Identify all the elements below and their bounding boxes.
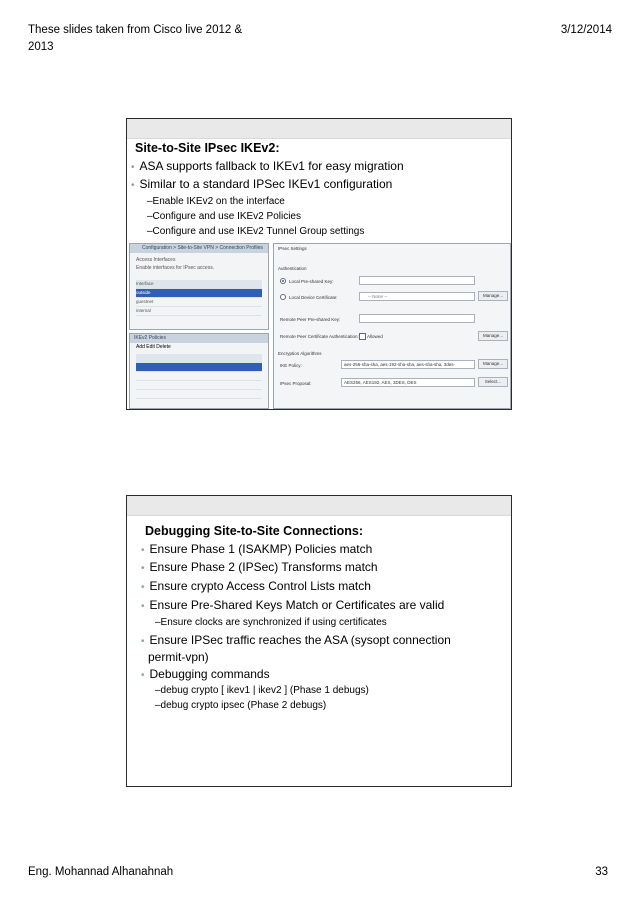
asdm-screenshot — [129, 243, 511, 409]
table-row[interactable]: internal — [136, 307, 262, 316]
bullet-item: • Similar to a standard IPSec IKEv1 configuration — [131, 177, 393, 191]
table-row[interactable] — [136, 390, 262, 399]
authentication-label: Authentication — [278, 266, 307, 271]
policy-toolbar[interactable]: Add Edit Delete — [136, 344, 171, 350]
ipsec-settings-window — [273, 243, 511, 409]
local-psk-input[interactable] — [359, 276, 475, 285]
encryption-label: Encryption Algorithms — [278, 351, 322, 356]
slide-ipsec-ikev2 — [126, 118, 512, 410]
policies-title: IKEv2 Policies — [130, 334, 268, 343]
sub-bullet: –debug crypto ipsec (Phase 2 debugs) — [155, 700, 327, 711]
bullet-dot-icon: • — [131, 180, 135, 191]
sub-bullet: –Configure and use IKEv2 Tunnel Group settings — [147, 226, 365, 237]
local-cert-radio[interactable] — [280, 294, 286, 300]
allowed-checkbox[interactable] — [359, 333, 366, 340]
bullet-dot-icon: • — [141, 601, 145, 612]
header-source-line2: 2013 — [28, 41, 54, 53]
bullet-dot-icon: • — [141, 670, 145, 681]
breadcrumb: Configuration > Site-to-Site VPN > Connection Profiles — [130, 244, 268, 253]
table-row[interactable]: guestnet — [136, 298, 262, 307]
slide-title: Debugging Site-to-Site Connections: — [145, 524, 364, 538]
table-header: Interface — [136, 280, 262, 289]
ike-policy-field[interactable]: aes-256-sha-sha, aes-192-sha-sha, aes-sha-sha, 3des- — [341, 360, 475, 369]
table-row[interactable] — [136, 372, 262, 381]
ipsec-proposal-label: IPsec Proposal: — [280, 381, 312, 386]
bullet-dot-icon: • — [141, 545, 145, 556]
select-button[interactable]: Select... — [478, 377, 508, 387]
ipsec-settings-title: IPsec Settings — [278, 246, 307, 251]
remote-psk-input[interactable] — [359, 314, 475, 323]
bullet-dot-icon: • — [141, 582, 145, 593]
remote-cert-label: Remote Peer Certificate Authentication: — [280, 334, 359, 339]
bullet-item: • Ensure Phase 1 (ISAKMP) Policies match — [141, 542, 373, 556]
sub-bullet: –Configure and use IKEv2 Policies — [147, 211, 301, 222]
slide-title: Site-to-Site IPsec IKEv2: — [135, 141, 280, 155]
header-source — [28, 22, 268, 56]
manage-ike-button[interactable]: Manage... — [478, 359, 508, 369]
sub-bullet: –debug crypto [ ikev1 | ikev2 ] (Phase 1 debugs) — [155, 685, 369, 696]
sub-bullet: –Ensure clocks are synchronized if using certificates — [155, 617, 387, 628]
header-source-line1: These slides taken from Cisco live 2012 & — [28, 24, 243, 36]
table-row[interactable]: outside — [136, 289, 262, 298]
bullet-continuation: permit-vpn) — [148, 650, 209, 664]
manage-cert-button[interactable]: Manage... — [478, 291, 508, 301]
local-psk-radio[interactable] — [280, 278, 286, 284]
connection-profiles-window — [129, 243, 269, 330]
ipsec-proposal-field[interactable]: AES256, AES192, AES, 3DES, DES — [341, 378, 475, 387]
remote-psk-label: Remote Peer Pre-shared Key: — [280, 317, 341, 322]
manage-button[interactable]: Manage... — [478, 331, 508, 341]
header-date: 3/12/2014 — [560, 24, 612, 36]
bullet-item: • ASA supports fallback to IKEv1 for easy migration — [131, 159, 404, 173]
bullet-item: • Ensure IPSec traffic reaches the ASA (sysopt connection — [141, 633, 451, 647]
table-row[interactable] — [136, 363, 262, 372]
footer-author: Eng. Mohannad Alhanahnah — [28, 866, 174, 878]
bullet-item: • Ensure Phase 2 (IPSec) Transforms match — [141, 560, 378, 574]
bullet-dot-icon: • — [141, 563, 145, 574]
table-row[interactable] — [136, 381, 262, 390]
enable-interfaces-label: Enable interfaces for IPsec access. — [136, 265, 215, 271]
local-cert-select[interactable]: -- None -- — [359, 292, 475, 301]
slide-debugging — [126, 495, 512, 787]
bullet-item: • Debugging commands — [141, 667, 270, 681]
bullet-dot-icon: • — [131, 162, 135, 173]
sub-bullet: –Enable IKEv2 on the interface — [147, 196, 285, 207]
ike-policy-label: IKE Policy: — [280, 363, 302, 368]
slide-top-bar — [127, 496, 511, 516]
local-cert-label: Local Device Certificate: — [289, 295, 338, 300]
slide-top-bar — [127, 119, 511, 139]
page-number: 33 — [595, 866, 608, 878]
table-header — [136, 354, 262, 363]
allowed-label: Allowed — [367, 334, 383, 339]
bullet-item: • Ensure crypto Access Control Lists match — [141, 579, 371, 593]
local-psk-label: Local Pre-shared Key: — [289, 279, 334, 284]
bullet-item: • Ensure Pre-Shared Keys Match or Certificates are valid — [141, 598, 445, 612]
access-interfaces-label: Access Interfaces — [136, 257, 176, 263]
ikev2-policies-window — [129, 333, 269, 409]
bullet-dot-icon: • — [141, 636, 145, 647]
